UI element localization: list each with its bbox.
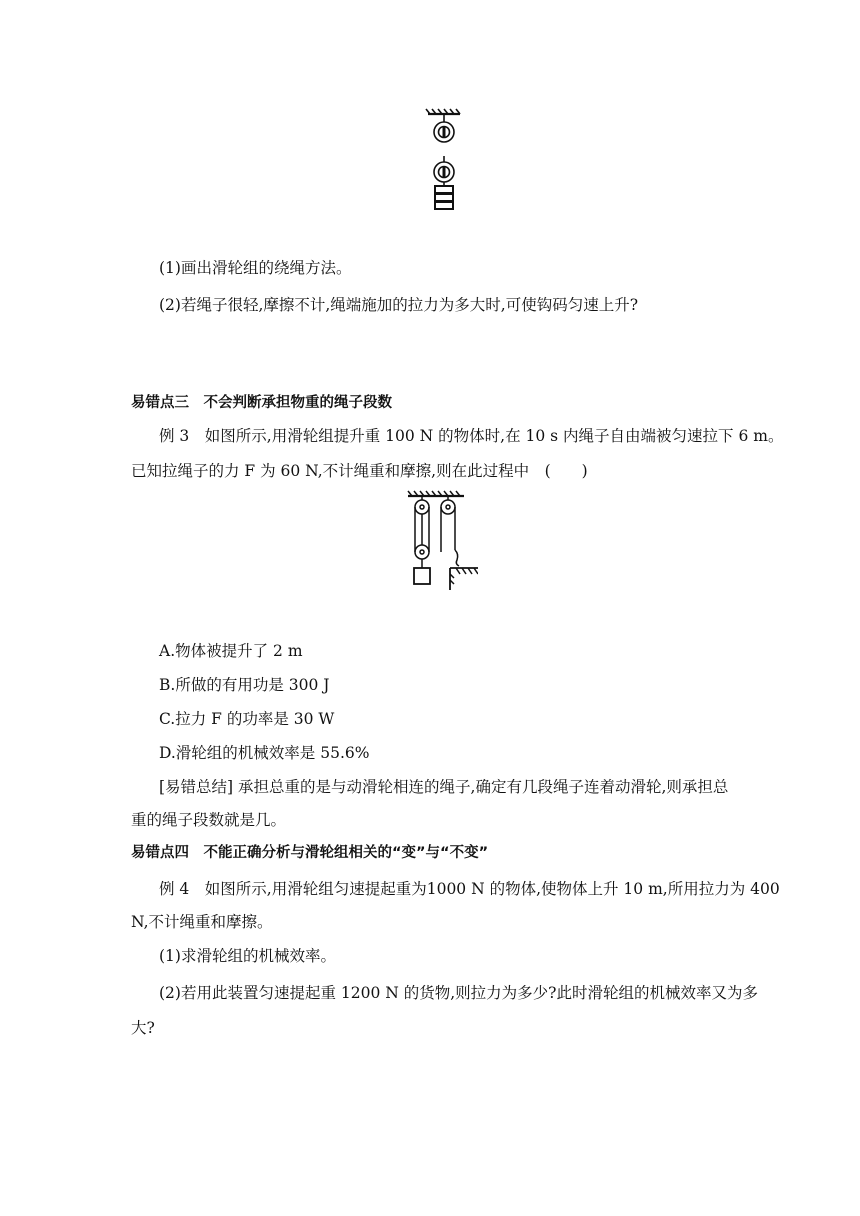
example4-sub2-line1: (2)若用此装置匀速提起重 1200 N 的货物,则拉力为多少?此时滑轮组的机械效率又为多 — [159, 984, 758, 1002]
q2-sub1: (1)画出滑轮组的绕绳方法。 — [159, 259, 352, 277]
section3-heading: 易错点三 不会判断承担物重的绳子段数 — [131, 395, 392, 411]
example4-line2: N,不计绳重和摩擦。 — [131, 913, 273, 931]
q2-sub2: (2)若绳子很轻,摩擦不计,绳端施加的拉力为多大时,可使钩码匀速上升? — [159, 296, 639, 314]
example4-sub2-line2: 大? — [131, 1019, 155, 1037]
pulley-figure-2 — [398, 490, 478, 592]
example3-line2: 已知拉绳子的力 F 为 60 N,不计绳重和摩擦,则在此过程中 ( ) — [131, 462, 588, 480]
section4-heading: 易错点四 不能正确分析与滑轮组相关的“变”与“不变” — [131, 845, 489, 861]
option-c: C.拉力 F 的功率是 30 W — [159, 710, 335, 728]
summary-line1: [易错总结] 承担总重的是与动滑轮相连的绳子,确定有几段绳子连着动滑轮,则承担总 — [159, 778, 729, 796]
option-b: B.所做的有用功是 300 J — [159, 676, 330, 694]
option-a: A.物体被提升了 2 m — [159, 642, 303, 660]
pulley-figure-1 — [420, 108, 468, 212]
option-d: D.滑轮组的机械效率是 55.6% — [159, 744, 370, 762]
example4-line1: 例 4 如图所示,用滑轮组匀速提起重为1000 N 的物体,使物体上升 10 m,所用拉力为 400 — [159, 880, 780, 898]
summary-line2: 重的绳子段数就是几。 — [131, 811, 287, 829]
example3-line1: 例 3 如图所示,用滑轮组提升重 100 N 的物体时,在 10 s 内绳子自由端被匀速拉下 6 m。 — [159, 427, 784, 445]
example4-sub1: (1)求滑轮组的机械效率。 — [159, 947, 336, 965]
